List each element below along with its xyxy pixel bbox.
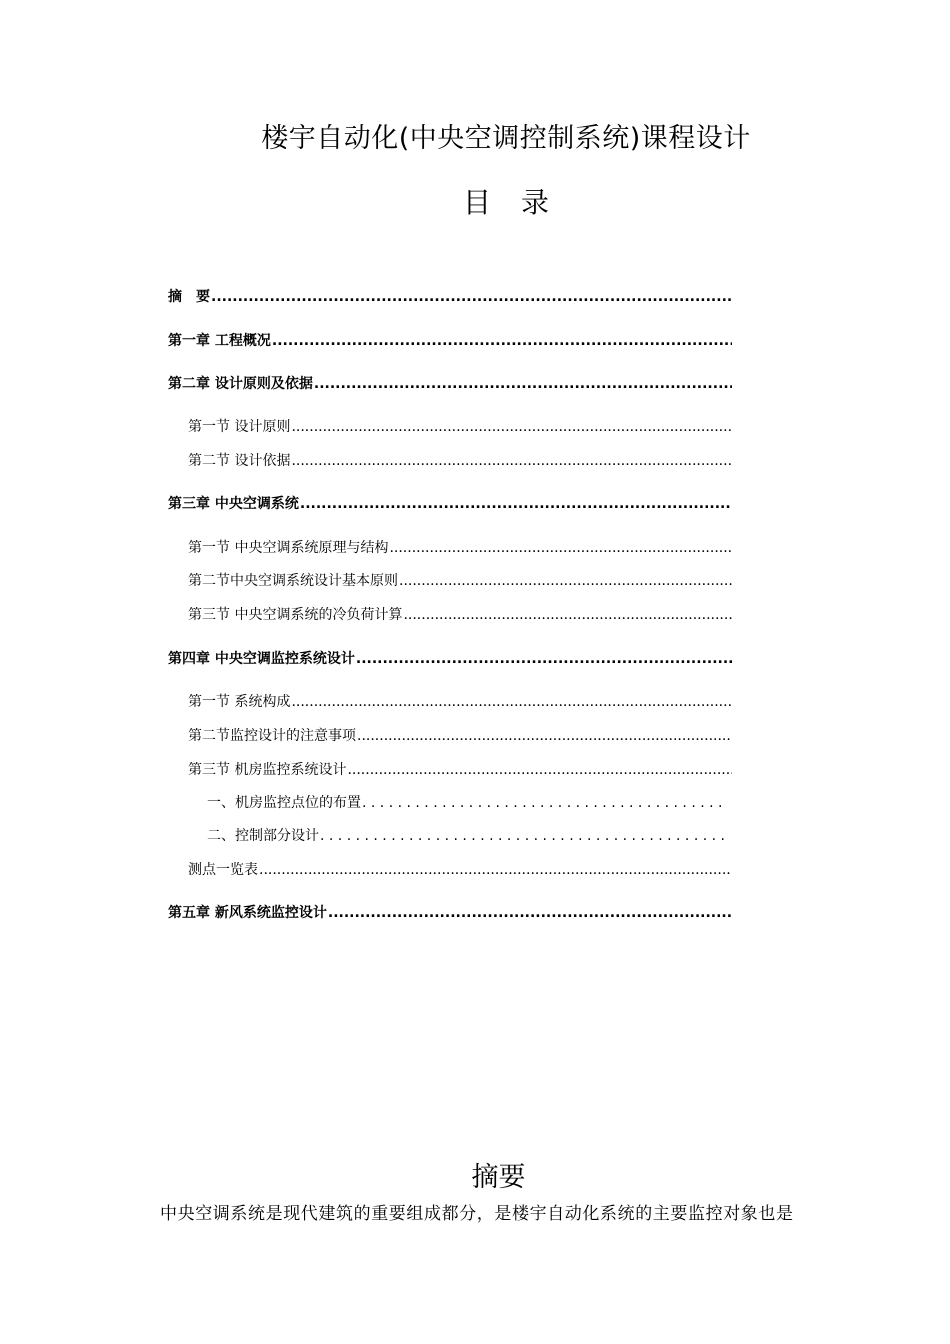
toc-entry-label: 测点一览表 (188, 862, 258, 878)
toc-entry-label: 第三章 中央空调系统 (168, 496, 299, 512)
toc-leader (291, 693, 732, 711)
toc-entry-label: 第二节监控设计的注意事项 (188, 728, 356, 744)
abstract-paragraph: 中央空调系统是现代建筑的重要组成都分，是楼宇自动化系统的主要监控对象也是 (160, 1204, 794, 1224)
toc-entry-label: 第五章 新风系统监控设计 (168, 905, 327, 921)
toc-entry-chapter-3[interactable] (168, 495, 732, 513)
toc-entry-label: 第一节 设计原则 (188, 419, 291, 435)
toc-leader (300, 495, 732, 513)
toc-entry-label: 第一节 中央空调系统原理与结构 (188, 540, 389, 556)
toc-entry-label: 第二节 设计依据 (188, 453, 291, 469)
document-title: 楼宇自动化(中央空调控制系统)课程设计 (261, 123, 751, 154)
toc-entry-label: 第二章 设计原则及依据 (168, 376, 313, 392)
toc-entry-section-2-2[interactable] (188, 452, 732, 470)
toc-entry-label: 第一章 工程概况 (168, 333, 271, 349)
toc-entry-sub-4-3-2[interactable] (207, 827, 728, 845)
toc-entry-label: 摘 要 (168, 289, 210, 305)
toc-leader (403, 606, 732, 624)
toc-leader (259, 861, 732, 879)
toc-entry-abstract[interactable] (168, 288, 732, 306)
toc-leader (328, 904, 732, 922)
toc-leader (357, 727, 732, 745)
toc-leader (291, 452, 732, 470)
toc-entry-section-3-2[interactable] (188, 572, 732, 590)
toc-entry-label: 二、控制部分设计 (207, 828, 319, 844)
toc-leader (389, 539, 732, 557)
toc-leader (347, 761, 732, 779)
toc-entry-section-2-1[interactable] (188, 418, 732, 436)
toc-leader (399, 572, 732, 590)
toc-entry-label: 第三节 中央空调系统的冷负荷计算 (188, 607, 403, 623)
toc-entry-chapter-4[interactable] (168, 650, 732, 668)
toc-entry-label: 第二节中央空调系统设计基本原则 (188, 573, 398, 589)
toc-entry-section-3-1[interactable] (188, 539, 732, 557)
toc-leader (291, 418, 732, 436)
toc-leader (211, 288, 732, 306)
toc-entry-chapter-1[interactable] (168, 332, 732, 350)
toc-entry-label: 一、机房监控点位的布置 (207, 795, 361, 811)
toc-entry-label: 第一节 系统构成 (188, 694, 291, 710)
abstract-heading: 摘要 (471, 1162, 526, 1193)
toc-entry-chapter-5[interactable] (168, 904, 732, 922)
toc-leader (320, 827, 728, 845)
toc-entry-point-list[interactable] (188, 861, 732, 879)
toc-entry-label: 第四章 中央空调监控系统设计 (168, 651, 355, 667)
toc-leader (272, 332, 732, 350)
toc-leader (356, 650, 732, 668)
toc-leader (314, 375, 732, 393)
toc-heading: 目录 (462, 186, 579, 219)
toc-entry-section-3-3[interactable] (188, 606, 732, 624)
toc-entry-label: 第三节 机房监控系统设计 (188, 762, 347, 778)
toc-entry-chapter-2[interactable] (168, 375, 732, 393)
toc-entry-section-4-1[interactable] (188, 693, 732, 711)
toc-entry-section-4-2[interactable] (188, 727, 732, 745)
toc-entry-sub-4-3-1[interactable] (207, 794, 728, 812)
toc-entry-section-4-3[interactable] (188, 761, 732, 779)
toc-leader (362, 794, 728, 812)
